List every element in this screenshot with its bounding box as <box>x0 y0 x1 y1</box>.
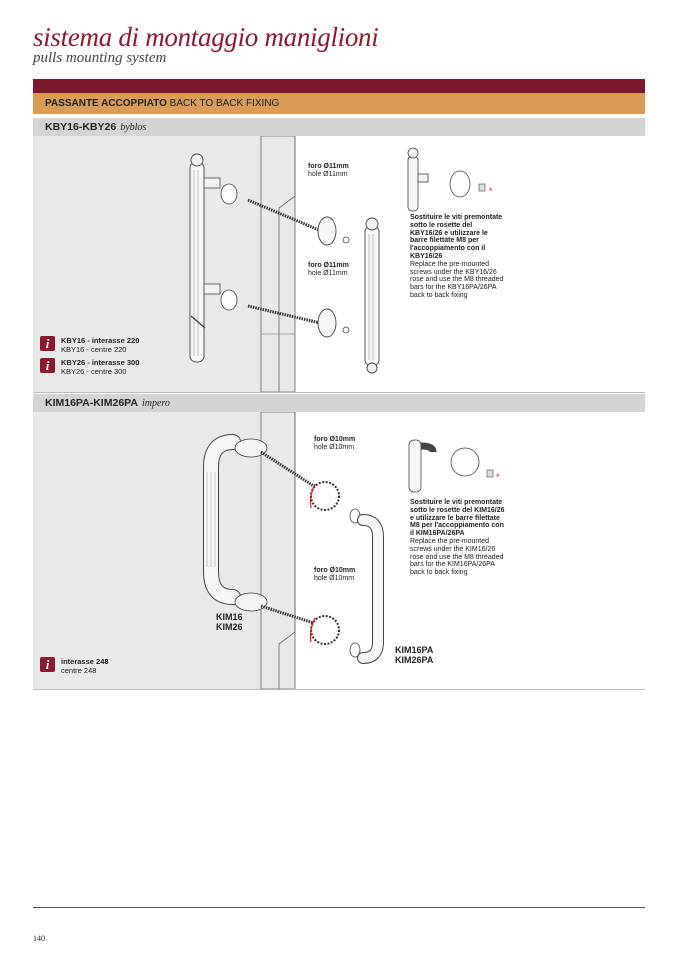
info-icon: i <box>40 336 55 351</box>
page-number: 140 <box>33 934 45 943</box>
section-model-name: byblos <box>120 122 147 133</box>
hole-label-top: foro Ø11mm hole Ø11mm <box>308 163 349 178</box>
category-label: PASSANTE ACCOPPIATO <box>45 98 167 109</box>
section-code: KBY16-KBY26 <box>45 121 117 133</box>
replacement-note: Sostituire le viti premontate sotto le rosette del KIM16/26 e utilizzare le barre filettate M8 per l'accoppiamento con il KIM16PA/26PA Replace the pre-mounted screws under the KIM16/26 rose and use the M8 threaded bars for the KIM16PA/26PA back to back fixing <box>410 499 505 577</box>
info-icon: i <box>40 358 55 373</box>
kim-mounting-illustration <box>33 412 645 689</box>
category-label-en: BACK TO BACK FIXING <box>169 98 280 109</box>
model-label-right: KIM16PA KIM26PA <box>395 645 434 665</box>
section-header-kim <box>33 394 645 412</box>
footer-rule <box>33 907 645 908</box>
hole-label-bottom: foro Ø10mm hole Ø10mm <box>314 567 356 582</box>
hole-label-bottom: foro Ø11mm hole Ø11mm <box>308 262 349 277</box>
replacement-note: Sostituire le viti premontate sotto le rosette del KBY16/26 e utilizzare le barre filettate M8 per l'accoppiamento con il KBY16/26 Replace the pre-mounted screws under the KBY16/26 rose and use the M8 threaded bars for the KBY16PA/26PA back to back fixing <box>410 214 504 299</box>
brand-bar <box>33 79 645 93</box>
section-model-name: impero <box>141 398 170 409</box>
svg-text:*: * <box>489 186 493 196</box>
section-panel-kim: * foro Ø10mm hole Ø10mm foro Ø10mm hole Ø10mm Sostituire le viti premontate sotto le rosette del KIM16/26 e utilizzare le barre filettate M8 per l'accoppiamento con il KIM16PA/26PA Replace the pre-mounted screws under the KIM16/26 rose and use the M8 threaded bars for the KIM16PA/26PA back to back fixing KIM16 KIM26 KIM16PA KIM26PA i interasse 248 centre 248 <box>33 412 645 690</box>
page-subtitle: pulls mounting system <box>33 50 167 66</box>
category-band <box>33 93 645 114</box>
hole-label-top: foro Ø10mm hole Ø10mm <box>314 436 356 451</box>
model-label-left: KIM16 KIM26 <box>216 612 243 632</box>
page-title: sistema di montaggio maniglioni <box>33 22 379 52</box>
section-code: KIM16PA-KIM26PA <box>45 397 138 409</box>
section-header-kby <box>33 118 645 136</box>
section-panel-kby: * foro Ø11mm hole Ø11mm foro Ø11mm hole Ø11mm Sostituire le viti premontate sotto le rosette del KBY16/26 e utilizzare le barre filettate M8 per l'accoppiamento con il KBY16/26 Replace the pre-mounted screws under the KBY16/26 rose and use the M8 threaded bars for the KBY16PA/26PA back to back fixing i KBY16 - interasse 220 KBY16 - centre 220 i KBY26 - interasse 300 KBY26 - centre 300 <box>33 136 645 393</box>
info-icon: i <box>40 657 55 672</box>
svg-text:*: * <box>496 472 500 482</box>
